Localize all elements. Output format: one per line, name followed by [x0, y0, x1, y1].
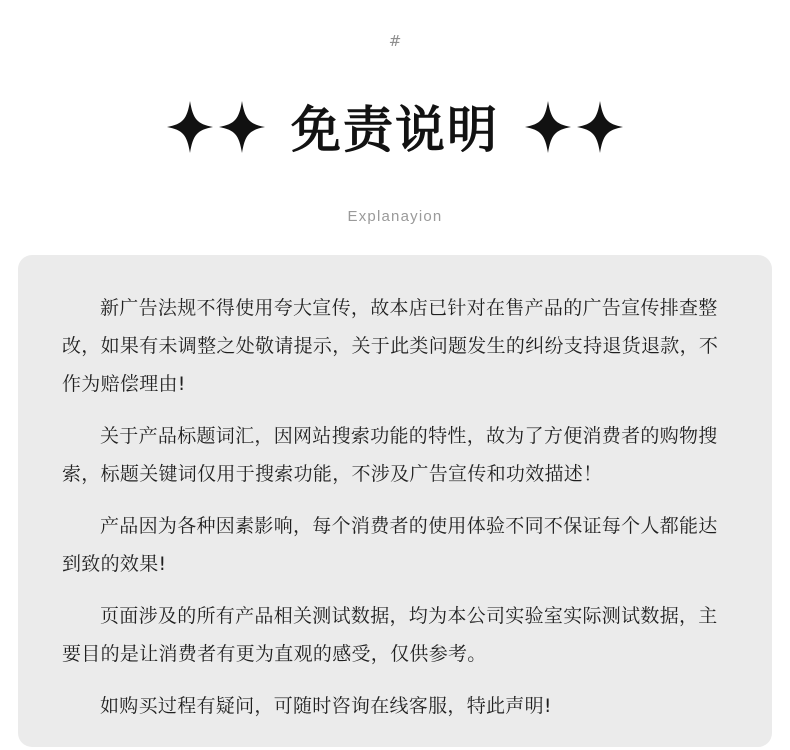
ornament-left — [167, 101, 265, 158]
disclaimer-paragraph: 新广告法规不得使用夸大宣传，故本店已针对在售产品的广告宣传排查整改，如果有未调整之处敬请提示，关于此类问题发生的纠纷支持退货退款，不作为赔偿理由! — [62, 297, 719, 395]
four-point-star-icon — [219, 101, 265, 158]
disclaimer-card — [18, 255, 772, 747]
page-title: 免责说明 — [291, 100, 499, 159]
disclaimer-paragraph: 页面涉及的所有产品相关测试数据，均为本公司实验室实际测试数据，主要目的是让消费者有更为直观的感受，仅供参考。 — [62, 605, 718, 665]
title-row — [167, 71, 623, 188]
disclaimer-paragraph: 产品因为各种因素影响，每个消费者的使用体验不同不保证每个人都能达到致的效果! — [62, 515, 718, 575]
disclaimer-paragraph: 关于产品标题词汇，因网站搜索功能的特性，故为了方便消费者的购物搜索，标题关键词仅用于搜索功能，不涉及广告宣传和功效描述！ — [62, 425, 718, 485]
four-point-star-icon — [167, 101, 213, 158]
disclaimer-paragraph: 如购买过程有疑问，可随时咨询在线客服，特此声明! — [100, 695, 552, 717]
page-subtitle: Explanayion — [347, 208, 443, 225]
ornament-right — [525, 101, 623, 158]
four-point-star-icon — [525, 101, 571, 158]
four-point-star-icon — [577, 101, 623, 158]
hash-mark: # — [388, 32, 402, 50]
